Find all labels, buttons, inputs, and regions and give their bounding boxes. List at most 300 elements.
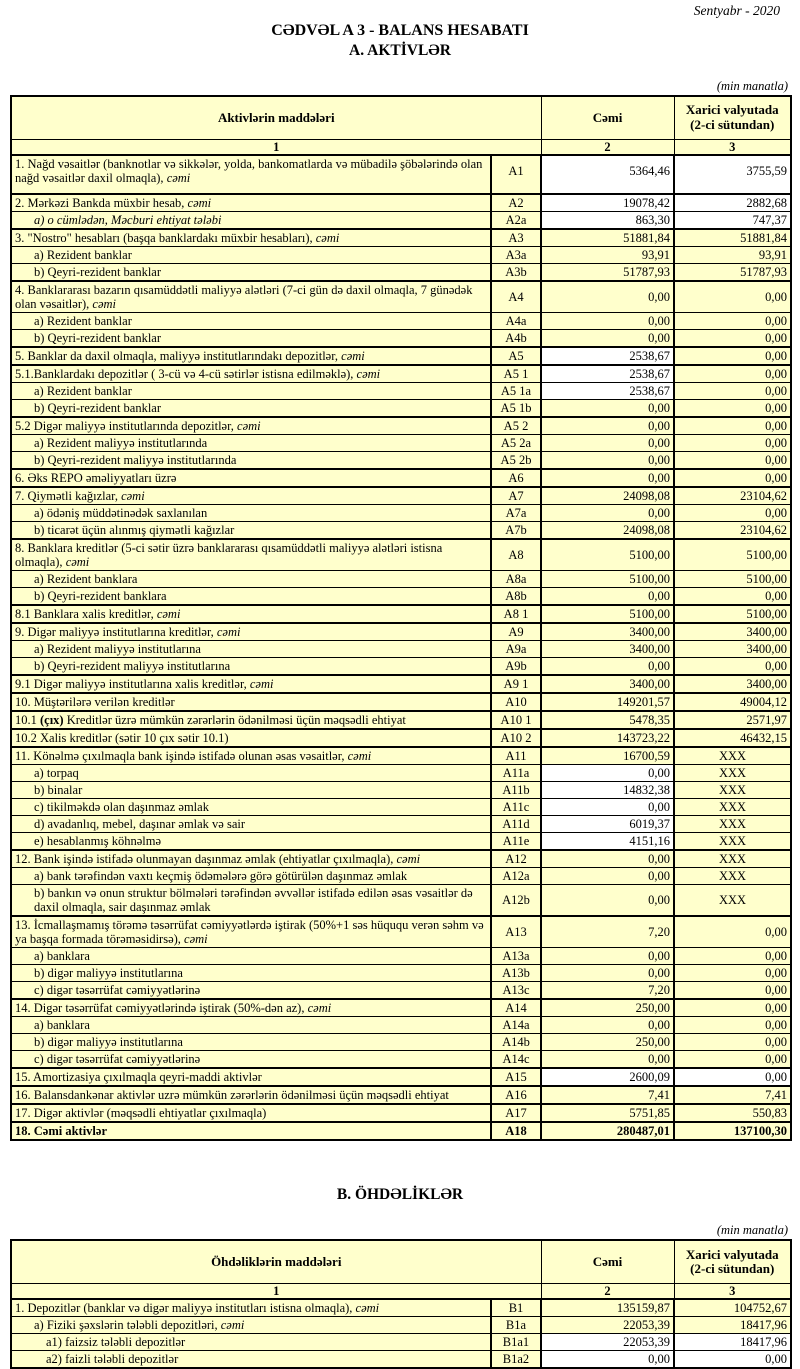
table-row — [11, 711, 791, 729]
row-fx-value: 0,00 — [674, 347, 791, 365]
row-code: A10 — [491, 693, 541, 711]
row-code: A4 — [491, 281, 541, 313]
row-label — [11, 711, 491, 729]
section-a-title: A. AKTİVLƏR — [349, 41, 451, 59]
row-label — [11, 832, 491, 850]
row-fx-value: 0,00 — [674, 981, 791, 999]
colnum-1: 1 — [11, 1284, 541, 1300]
row-total-value: 0,00 — [541, 964, 674, 981]
row-total-value: 22053,39 — [541, 1334, 674, 1351]
liabilities-header-row — [11, 1240, 791, 1284]
table-row — [11, 570, 791, 587]
row-total-value: 3400,00 — [541, 640, 674, 657]
row-total-value: 2538,67 — [541, 347, 674, 365]
row-total-value: 0,00 — [541, 798, 674, 815]
row-label-part: 15. Amortizasiya çıxılmaqla qeyri-maddi aktivlər — [15, 1069, 262, 1084]
row-label-part: a) Rezident banklar — [34, 383, 132, 398]
row-fx-value: 51881,84 — [674, 229, 791, 247]
liabilities-total-header: Cəmi — [541, 1240, 674, 1284]
row-total-value: 5100,00 — [541, 539, 674, 571]
row-code: A14b — [491, 1033, 541, 1050]
row-total-value: 0,00 — [541, 417, 674, 435]
row-label — [11, 312, 491, 329]
row-fx-value: 0,00 — [674, 365, 791, 383]
row-total-value: 5364,46 — [541, 155, 674, 194]
row-fx-value: 5100,00 — [674, 605, 791, 623]
row-fx-value: 0,00 — [674, 657, 791, 675]
row-fx-value: 5100,00 — [674, 539, 791, 571]
row-label-part: 7. Qiymətli kağızlar, — [15, 488, 122, 503]
row-code: A11b — [491, 781, 541, 798]
table-row — [11, 964, 791, 981]
row-total-value: 0,00 — [541, 947, 674, 964]
table-row — [11, 1016, 791, 1033]
row-total-value: 0,00 — [541, 1016, 674, 1033]
row-fx-value: 18417,96 — [674, 1317, 791, 1334]
row-label — [11, 329, 491, 347]
row-label — [11, 947, 491, 964]
row-label-part: Kreditlər üzrə mümkün zərərlərin ödənilməsi üçün məqsədli ehtiyat — [63, 712, 406, 727]
row-code: A11 — [491, 747, 541, 765]
row-label — [11, 867, 491, 884]
row-fx-value: 49004,12 — [674, 693, 791, 711]
row-code: A11a — [491, 764, 541, 781]
row-label-part: b) Qeyri-rezident maliyyə institutlarına — [34, 658, 231, 673]
row-label-part: cəmi — [92, 296, 117, 311]
row-total-value: 250,00 — [541, 1033, 674, 1050]
row-total-value: 7,20 — [541, 981, 674, 999]
row-label — [11, 469, 491, 487]
row-label — [11, 211, 491, 229]
row-label-part: b) Qeyri-rezident banklar — [34, 400, 162, 415]
row-total-value: 2538,67 — [541, 365, 674, 383]
row-total-value: 149201,57 — [541, 693, 674, 711]
row-fx-value: 0,00 — [674, 417, 791, 435]
table-row — [11, 504, 791, 521]
row-label-part: a) Rezident maliyyə institutlarında — [34, 435, 208, 450]
row-label — [11, 640, 491, 657]
row-label-part: 18. Cəmi aktivlər — [15, 1123, 107, 1138]
assets-header-row — [11, 96, 791, 140]
assets-total-header: Cəmi — [541, 96, 674, 140]
row-label — [11, 781, 491, 798]
row-code: A8 1 — [491, 605, 541, 623]
liabilities-table — [10, 1239, 792, 1369]
table-row — [11, 365, 791, 383]
row-code: A8b — [491, 587, 541, 605]
row-label-part: cəmi — [347, 748, 372, 763]
table-row — [11, 539, 791, 571]
row-label — [11, 417, 491, 435]
row-label-part: 1. Nağd vəsaitlər (banknotlar və sikkələr, yolda, bankomatlarda və mübadilə şöbələrində olan nağd vəsaitlər daxil olmaqla), — [15, 156, 483, 185]
row-label-part: c) digər təsərrüfat cəmiyyətlərinə — [34, 1051, 201, 1066]
table-row — [11, 469, 791, 487]
row-total-value: 143723,22 — [541, 729, 674, 747]
table-row — [11, 312, 791, 329]
row-label — [11, 1122, 491, 1140]
row-code: A11c — [491, 798, 541, 815]
table-row — [11, 764, 791, 781]
table-row — [11, 263, 791, 281]
row-label — [11, 347, 491, 365]
row-label-part: a) Rezident maliyyə institutlarına — [34, 641, 201, 656]
row-label — [11, 1317, 491, 1334]
colnum-3: 3 — [674, 139, 791, 155]
row-label — [11, 605, 491, 623]
row-fx-value: 51787,93 — [674, 263, 791, 281]
row-label — [11, 281, 491, 313]
row-label-part: cəmi — [187, 195, 212, 210]
row-label — [11, 1351, 491, 1369]
row-fx-value: 46432,15 — [674, 729, 791, 747]
colnum-2: 2 — [541, 139, 674, 155]
row-label — [11, 1104, 491, 1122]
row-code: A14 — [491, 999, 541, 1017]
row-label-part: 2. Mərkəzi Bankda müxbir hesab, — [15, 195, 188, 210]
row-label-part: b) ticarət üçün alınmış qiymətli kağızlar — [34, 522, 235, 537]
row-label-part: a) bank tərəfindən vaxtı keçmiş ödəmələrə görə götürülən daşınmaz əmlak — [34, 868, 408, 883]
row-label — [11, 504, 491, 521]
row-fx-value: 0,00 — [674, 329, 791, 347]
row-label-part: c) tikilməkdə olan daşınmaz əmlak — [34, 799, 209, 814]
row-label-part: cəmi — [315, 230, 340, 245]
table-row — [11, 947, 791, 964]
row-label — [11, 399, 491, 417]
row-fx-value: 0,00 — [674, 382, 791, 399]
row-code: A12 — [491, 850, 541, 868]
row-fx-value: 0,00 — [674, 587, 791, 605]
row-label — [11, 1299, 491, 1317]
row-label-part: 14. Digər təsərrüfat cəmiyyətlərində iştirak (50%-dən az), — [15, 1000, 308, 1015]
row-code: A4a — [491, 312, 541, 329]
row-fx-value: 0,00 — [674, 1016, 791, 1033]
row-code: A11d — [491, 815, 541, 832]
table-row — [11, 693, 791, 711]
row-fx-value: 0,00 — [674, 964, 791, 981]
row-fx-value: 3400,00 — [674, 623, 791, 641]
row-fx-value: 3755,59 — [674, 155, 791, 194]
row-label-part: 17. Digər aktivlər (məqsədli ehtiyatlar çıxılmaqla) — [15, 1105, 267, 1120]
row-fx-value: 2882,68 — [674, 194, 791, 212]
row-code: A3b — [491, 263, 541, 281]
row-total-value: 0,00 — [541, 867, 674, 884]
row-fx-value: 0,00 — [674, 434, 791, 451]
unit-note-a: (min manatla) — [716, 79, 788, 94]
row-code: A13a — [491, 947, 541, 964]
row-fx-value: 104752,67 — [674, 1299, 791, 1317]
table-row — [11, 657, 791, 675]
row-label-part: e) hesablanmış köhnəlmə — [34, 833, 162, 848]
table-row — [11, 1068, 791, 1086]
row-label-part: 11. Könəlmə çıxılmaqla bank işində istifadə olunan əsas vəsaitlər, — [15, 748, 348, 763]
table-row — [11, 640, 791, 657]
table-row — [11, 329, 791, 347]
row-total-value: 2600,09 — [541, 1068, 674, 1086]
row-label-part: a) Rezident banklar — [34, 313, 132, 328]
row-fx-value: 0,00 — [674, 451, 791, 469]
row-label-part: cəmi — [307, 1000, 332, 1015]
row-code: A14c — [491, 1050, 541, 1068]
table-row — [11, 229, 791, 247]
row-code: A8 — [491, 539, 541, 571]
table-row — [11, 382, 791, 399]
row-fx-value: 0,00 — [674, 999, 791, 1017]
row-label-part: cəmi — [166, 170, 191, 185]
row-total-value: 19078,42 — [541, 194, 674, 212]
row-fx-value: 550,83 — [674, 1104, 791, 1122]
table-row — [11, 747, 791, 765]
row-label-part: cəmi — [341, 348, 365, 363]
row-fx-value: 0,00 — [674, 1033, 791, 1050]
table-row — [11, 434, 791, 451]
row-fx-value: XXX — [674, 867, 791, 884]
row-label-part: 10. Müştərilərə verilən kreditlər — [15, 694, 175, 709]
liabilities-colnum-row — [11, 1284, 791, 1300]
row-total-value: 51881,84 — [541, 229, 674, 247]
row-code: A17 — [491, 1104, 541, 1122]
row-label — [11, 747, 491, 765]
row-total-value: 0,00 — [541, 451, 674, 469]
row-code: A13c — [491, 981, 541, 999]
row-code: A2 — [491, 194, 541, 212]
row-code: A5 1a — [491, 382, 541, 399]
table-row — [11, 211, 791, 229]
row-total-value: 3400,00 — [541, 675, 674, 693]
row-fx-value: 137100,30 — [674, 1122, 791, 1140]
row-label — [11, 623, 491, 641]
table-row — [11, 399, 791, 417]
row-total-value: 51787,93 — [541, 263, 674, 281]
row-label — [11, 194, 491, 212]
row-label-part: 8. Banklara kreditlər (5-ci sətir üzrə banklararası qısamüddətli maliyyə alətləri istisna olmaqla), — [15, 540, 443, 569]
unit-note-b: (min manatla) — [716, 1223, 788, 1238]
assets-table — [10, 95, 792, 1141]
colnum-2: 2 — [541, 1284, 674, 1300]
row-label — [11, 916, 491, 948]
row-fx-value: 0,00 — [674, 469, 791, 487]
row-fx-value: 2571,97 — [674, 711, 791, 729]
row-code: A7b — [491, 521, 541, 539]
row-total-value: 93,91 — [541, 246, 674, 263]
row-total-value: 16700,59 — [541, 747, 674, 765]
row-total-value: 22053,39 — [541, 1317, 674, 1334]
row-fx-value: XXX — [674, 815, 791, 832]
row-total-value: 0,00 — [541, 281, 674, 313]
row-label — [11, 1033, 491, 1050]
colnum-3: 3 — [674, 1284, 791, 1300]
row-label — [11, 263, 491, 281]
row-fx-value: 3400,00 — [674, 640, 791, 657]
row-code: A5 1 — [491, 365, 541, 383]
table-row — [11, 798, 791, 815]
row-total-value: 24098,08 — [541, 487, 674, 505]
liabilities-items-header: Öhdəliklərin maddələri — [11, 1240, 541, 1284]
row-label — [11, 539, 491, 571]
table-row — [11, 1351, 791, 1369]
row-label-part: 5. Banklar da daxil olmaqla, maliyyə institutlarındakı depozitlər, — [15, 348, 342, 363]
row-total-value: 7,41 — [541, 1086, 674, 1104]
row-label — [11, 657, 491, 675]
row-label-part: cəmi — [220, 1318, 245, 1333]
row-fx-value: 747,37 — [674, 211, 791, 229]
row-fx-value: 0,00 — [674, 1068, 791, 1086]
row-label-part: cəmi — [237, 418, 261, 433]
table-row — [11, 1033, 791, 1050]
row-label — [11, 1068, 491, 1086]
row-total-value: 0,00 — [541, 329, 674, 347]
row-fx-value: 23104,62 — [674, 521, 791, 539]
row-code: A10 1 — [491, 711, 541, 729]
table-row — [11, 981, 791, 999]
row-label-part: 5.2 Digər maliyyə institutlarında depozitlər, — [15, 418, 238, 433]
row-label-part: a2) faizli tələbli depozitlər — [46, 1352, 179, 1367]
assets-items-header: Aktivlərin maddələri — [11, 96, 541, 140]
row-code: A11e — [491, 832, 541, 850]
row-fx-value: XXX — [674, 850, 791, 868]
table-row — [11, 1050, 791, 1068]
row-total-value: 0,00 — [541, 884, 674, 916]
table-row — [11, 487, 791, 505]
row-label — [11, 884, 491, 916]
row-label-part: a) o cümlədən, Məcburi ehtiyat tələbi — [34, 212, 222, 227]
row-total-value: 863,30 — [541, 211, 674, 229]
row-label — [11, 434, 491, 451]
row-code: A2a — [491, 211, 541, 229]
row-total-value: 135159,87 — [541, 1299, 674, 1317]
row-total-value: 24098,08 — [541, 521, 674, 539]
row-label — [11, 964, 491, 981]
report-title: CƏDVƏL A 3 - BALANS HESABATI — [271, 21, 529, 39]
row-label — [11, 451, 491, 469]
row-total-value: 0,00 — [541, 1351, 674, 1369]
row-code: A5 2 — [491, 417, 541, 435]
row-total-value: 0,00 — [541, 1050, 674, 1068]
row-fx-value: XXX — [674, 764, 791, 781]
row-code: A12a — [491, 867, 541, 884]
row-total-value: 0,00 — [541, 587, 674, 605]
row-label-part: 9.1 Digər maliyyə institutlarına xalis kreditlər, — [15, 676, 250, 691]
row-total-value: 0,00 — [541, 469, 674, 487]
row-code: B1a2 — [491, 1351, 541, 1369]
row-label-part: 9. Digər maliyyə institutlarına kreditlər, — [15, 624, 217, 639]
row-code: A9a — [491, 640, 541, 657]
row-fx-value: 0,00 — [674, 312, 791, 329]
row-total-value: 0,00 — [541, 312, 674, 329]
table-row — [11, 832, 791, 850]
table-row — [11, 1299, 791, 1317]
table-row — [11, 521, 791, 539]
row-code: A6 — [491, 469, 541, 487]
row-fx-value: 0,00 — [674, 916, 791, 948]
row-label — [11, 1050, 491, 1068]
row-label-part: cəmi — [356, 366, 381, 381]
row-total-value: 0,00 — [541, 657, 674, 675]
row-label-part: a) Fiziki şəxslərin tələbli depozitləri, — [34, 1318, 221, 1333]
row-label — [11, 487, 491, 505]
row-label-part: b) digər maliyyə institutlarına — [34, 1034, 183, 1049]
row-code: A3 — [491, 229, 541, 247]
row-label-part: cəmi — [249, 676, 274, 691]
row-total-value: 2538,67 — [541, 382, 674, 399]
row-code: A4b — [491, 329, 541, 347]
row-label-part: 12. Bank işində istifadə olunmayan daşınmaz əmlak (ehtiyatlar çıxılmaqla), — [15, 851, 397, 866]
assets-colnum-row — [11, 139, 791, 155]
row-label-part: 4. Banklararası bazarın qısamüddətli maliyyə alətləri (7-ci gün də daxil olmaqla, 7 günədək olan vəsaitlər), — [15, 282, 473, 311]
row-code: A15 — [491, 1068, 541, 1086]
row-code: B1 — [491, 1299, 541, 1317]
row-code: A5 1b — [491, 399, 541, 417]
row-label — [11, 675, 491, 693]
row-total-value: 3400,00 — [541, 623, 674, 641]
report-date: Sentyabr - 2020 — [693, 3, 780, 18]
row-total-value: 6019,37 — [541, 815, 674, 832]
table-row — [11, 1104, 791, 1122]
row-code: A5 2a — [491, 434, 541, 451]
row-label — [11, 521, 491, 539]
colnum-1: 1 — [11, 139, 541, 155]
row-fx-value: XXX — [674, 832, 791, 850]
row-label-part: cəmi — [121, 488, 145, 503]
row-code: B1a — [491, 1317, 541, 1334]
row-label-part: 6. Əks REPO əməliyyatları üzrə — [15, 470, 177, 485]
table-row — [11, 605, 791, 623]
row-label-part: a) banklara — [34, 1017, 90, 1032]
table-row — [11, 417, 791, 435]
row-label-part: a) ödəniş müddətinədək saxlanılan — [34, 505, 208, 520]
row-label-part: (çıx) — [40, 712, 64, 727]
table-row — [11, 884, 791, 916]
row-code: A12b — [491, 884, 541, 916]
table-row — [11, 587, 791, 605]
row-code: A7 — [491, 487, 541, 505]
row-code: A14a — [491, 1016, 541, 1033]
row-total-value: 5100,00 — [541, 570, 674, 587]
table-row — [11, 347, 791, 365]
row-fx-value: 93,91 — [674, 246, 791, 263]
row-label — [11, 1016, 491, 1033]
row-fx-value: XXX — [674, 747, 791, 765]
row-label-part: cəmi — [396, 851, 421, 866]
row-fx-value: 0,00 — [674, 1050, 791, 1068]
row-label-part: cəmi — [65, 554, 90, 569]
row-label-part: b) Qeyri-rezident banklar — [34, 264, 162, 279]
row-label-part: 8.1 Banklara xalis kreditlər, — [15, 606, 157, 621]
row-label — [11, 798, 491, 815]
row-label — [11, 981, 491, 999]
row-label — [11, 382, 491, 399]
row-label — [11, 155, 491, 194]
row-label-part: a) Rezident banklara — [34, 571, 138, 586]
table-row — [11, 999, 791, 1017]
row-total-value: 5100,00 — [541, 605, 674, 623]
row-fx-value: 5100,00 — [674, 570, 791, 587]
row-label-part: a) Rezident banklar — [34, 247, 132, 262]
row-fx-value: XXX — [674, 781, 791, 798]
row-label-part: 10.1 — [15, 712, 40, 727]
row-label — [11, 587, 491, 605]
row-label-part: c) digər təsərrüfat cəmiyyətlərinə — [34, 982, 201, 997]
row-code: A8a — [491, 570, 541, 587]
row-fx-value: 0,00 — [674, 281, 791, 313]
table-row — [11, 246, 791, 263]
table-row — [11, 781, 791, 798]
row-label — [11, 729, 491, 747]
row-label-part: cəmi — [156, 606, 181, 621]
row-total-value: 14832,38 — [541, 781, 674, 798]
row-fx-value: 0,00 — [674, 504, 791, 521]
liabilities-fx-header: Xarici valyutada (2-ci sütundan) — [674, 1240, 791, 1284]
row-label-part: 3. "Nostro" hesabları (başqa banklardakı müxbir hesabları), — [15, 230, 316, 245]
